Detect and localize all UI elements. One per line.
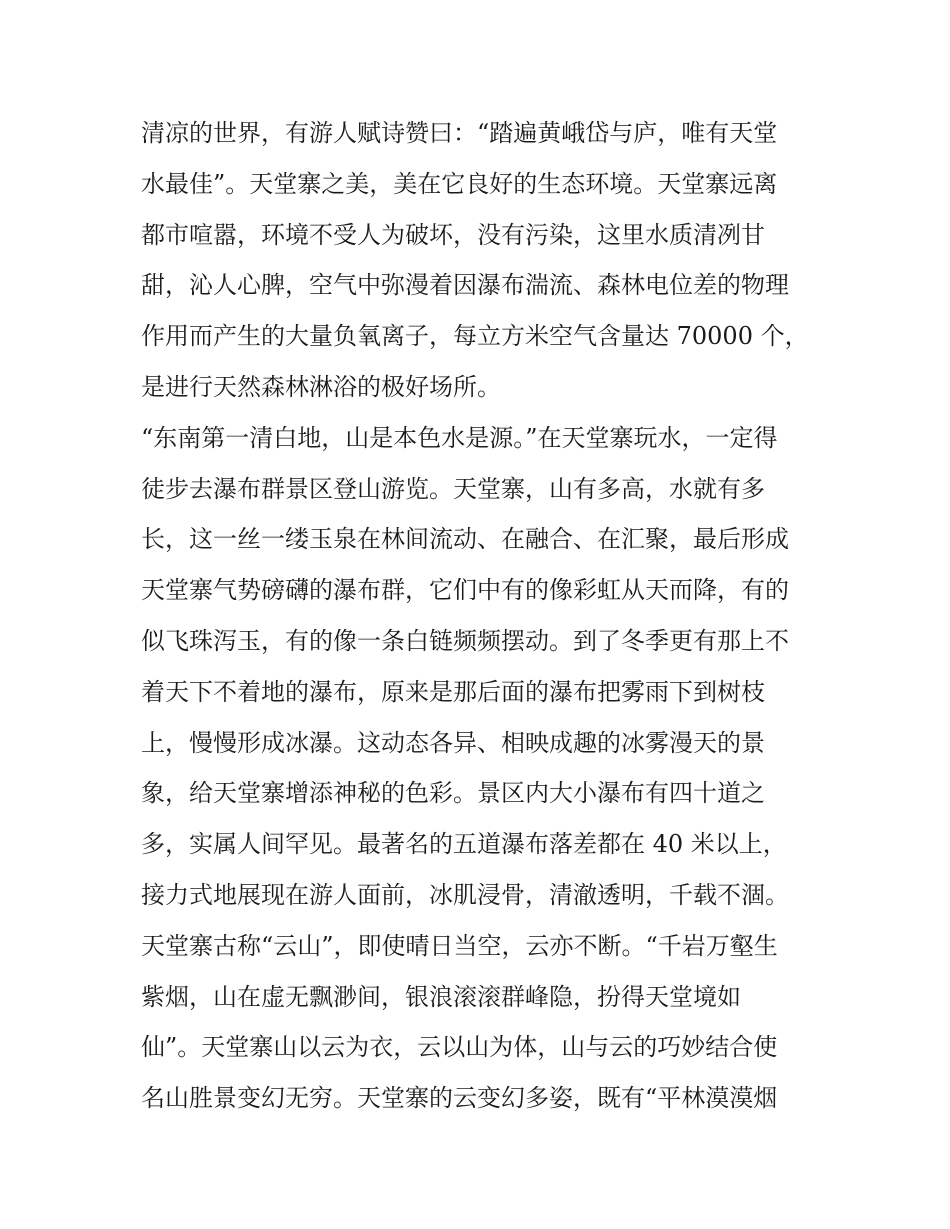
text-line: 着天下不着地的瀑布，原来是那后面的瀑布把雾雨下到树枝: [141, 677, 765, 706]
text-line: 长，这一丝一缕玉泉在林间流动、在融合、在汇聚，最后形成: [141, 525, 789, 554]
text-line: 紫烟，山在虚无飘渺间，银浪滚滚群峰隐，扮得天堂境如: [141, 982, 741, 1011]
text-line: 水最佳”。天堂寨之美，美在它良好的生态环境。天堂寨远离: [141, 169, 778, 198]
text-line: 天堂寨气势磅礴的瀑布群，它们中有的像彩虹从天而降，有的: [141, 576, 789, 605]
body-text: [141, 108, 821, 1124]
text-line: “东南第一清白地，山是本色水是源。”在天堂寨玩水，一定得: [141, 423, 778, 452]
text-line: 名山胜景变幻无穷。天堂寨的云变幻多姿，既有“平林漠漠烟: [141, 1084, 778, 1113]
text-line: 是进行天然森林淋浴的极好场所。: [141, 372, 501, 401]
text-line: 都市喧嚣，环境不受人为破坏，没有污染，这里水质清冽甘: [141, 220, 765, 249]
text-line: 上，慢慢形成冰瀑。这动态各异、相映成趣的冰雾漫天的景: [141, 728, 765, 757]
text-line: 接力式地展现在游人面前，冰肌浸骨，清澈透明，千载不涸。: [141, 880, 789, 909]
text-line: 天堂寨古称“云山”，即使晴日当空，云亦不断。“千岩万壑生: [141, 931, 778, 960]
text-line: 仙”。天堂寨山以云为衣，云以山为体，山与云的巧妙结合使: [141, 1033, 778, 1062]
text-line: 象，给天堂寨增添神秘的色彩。景区内大小瀑布有四十道之: [141, 779, 765, 808]
text-line: 徒步去瀑布群景区登山游览。天堂寨，山有多高，水就有多: [141, 474, 765, 503]
text-line: 多，实属人间罕见。最著名的五道瀑布落差都在 40 米以上，: [141, 830, 787, 859]
text-line: 作用而产生的大量负氧离子，每立方米空气含量达 70000 个，: [141, 322, 809, 351]
text-line: 清凉的世界，有游人赋诗赞曰：“踏遍黄峨岱与庐，唯有天堂: [141, 119, 778, 147]
text-line: 似飞珠泻玉，有的像一条白链频频摆动。到了冬季更有那上不: [141, 626, 789, 655]
text-line: 甜，沁人心脾，空气中弥漫着因瀑布湍流、森林电位差的物理: [141, 271, 789, 300]
